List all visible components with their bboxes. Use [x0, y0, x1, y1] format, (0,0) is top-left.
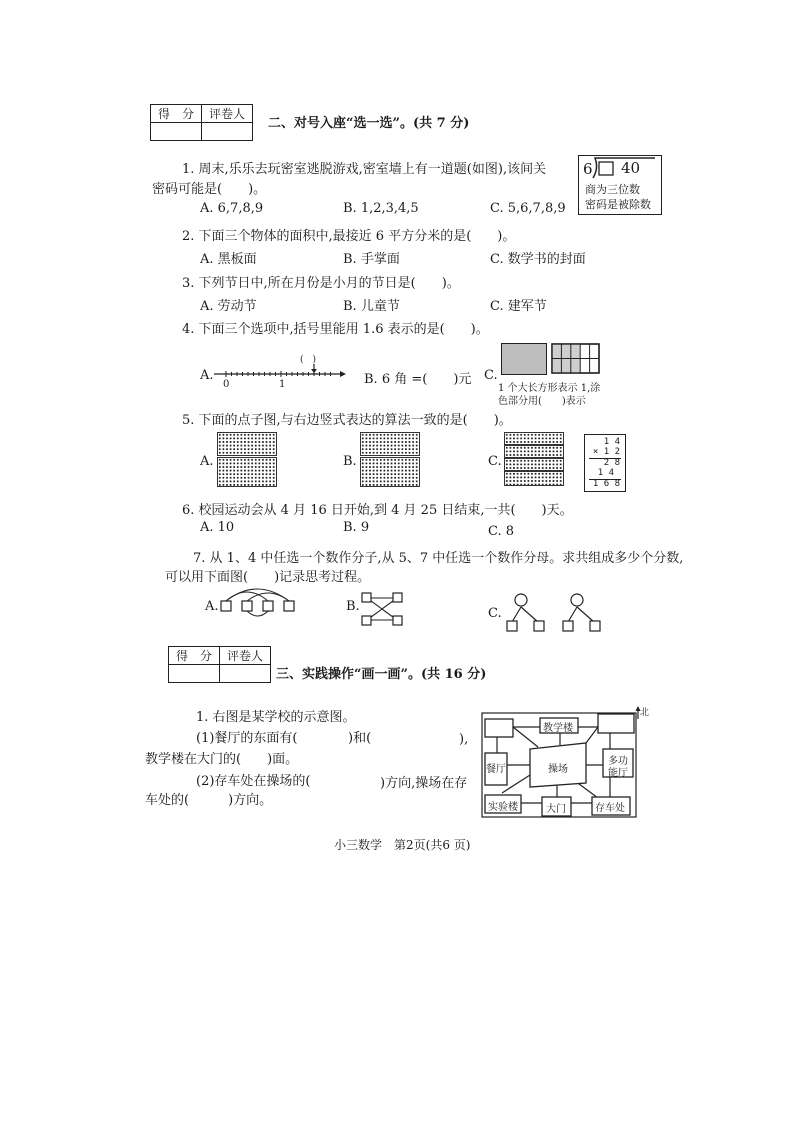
cross-diagram-figure: [360, 592, 404, 626]
vm-top: 1 4: [603, 437, 620, 447]
numline-bracket: ( ): [300, 355, 317, 365]
tree-diagram-figure: [504, 592, 604, 632]
shaded-rectangle-figure: [501, 343, 547, 375]
q6-option-c[interactable]: C. 8: [488, 524, 515, 539]
section3-title: 三、实践操作“画一画”。(共 16 分): [276, 667, 487, 682]
q1-option-a[interactable]: A. 6,7,8,9: [200, 201, 264, 216]
q1-line2: 密码可能是( )。: [152, 182, 267, 197]
q6-option-a[interactable]: A. 10: [200, 520, 235, 535]
q1-option-c[interactable]: C. 5,6,7,8,9: [490, 201, 566, 216]
school-map: [480, 705, 650, 820]
map-lab-building: 实验楼: [488, 802, 518, 813]
vm-partial2: 1 4: [597, 468, 614, 478]
q1-line1: 1. 周末,乐乐去玩密室逃脱游戏,密室墙上有一道题(如图),该间关: [182, 162, 547, 177]
q2-option-c[interactable]: C. 数学书的封面: [490, 252, 586, 267]
dot-grid-a-top: [217, 432, 277, 456]
q7-line1: 7. 从 1、4 中任选一个数作分子,从 5、7 中任选一个数作分母。求共组成多少个分数,: [193, 551, 684, 566]
puzzle-dividend: 40: [621, 159, 641, 177]
vertical-multiplication-box: [584, 434, 626, 492]
q3-text: 3. 下列节日中,所在月份是小月的节日是( )。: [182, 276, 460, 291]
q4c-note1: 1 个大长方形表示 1,涂: [498, 383, 601, 394]
map-playground: 操场: [548, 764, 568, 775]
q2-option-b[interactable]: B. 手掌面: [343, 252, 400, 267]
puzzle-note2: 密码是被除数: [585, 198, 651, 211]
s3q1-line2: 教学楼在大门的( )面。: [145, 752, 299, 767]
q6-option-b[interactable]: B. 9: [343, 520, 370, 535]
map-bike-parking: 存车处: [595, 803, 625, 814]
vm-partial1: 2 8: [603, 458, 620, 468]
q3-option-c[interactable]: C. 建军节: [490, 299, 547, 314]
s3q1-line3a: (2)存车处在操场的(: [196, 774, 311, 789]
vm-result: 1 6 8: [592, 479, 620, 489]
s3q1-line1c: ),: [459, 732, 469, 747]
q6-text: 6. 校园运动会从 4 月 16 日开始,到 4 月 25 日结束,一共( )天。: [182, 503, 573, 518]
puzzle-note1: 商为三位数: [585, 183, 640, 196]
q7-option-c[interactable]: C.: [488, 606, 502, 621]
map-teaching-building: 教学楼: [543, 723, 573, 734]
s3q1-line3b: )方向,操场在存: [380, 776, 468, 791]
q4-text: 4. 下面三个选项中,括号里能用 1.6 表示的是( )。: [182, 322, 489, 337]
q7-option-a[interactable]: A.: [205, 599, 219, 614]
numline-tick-1: 1: [279, 379, 286, 390]
q2-option-a[interactable]: A. 黑板面: [200, 252, 257, 267]
page-footer: 小三数学 第2页(共6 页): [334, 838, 471, 852]
q1-puzzle-box: [578, 155, 662, 215]
q7-option-b[interactable]: B.: [346, 599, 360, 614]
map-multi-hall-2: 能厅: [608, 768, 628, 779]
q5-text: 5. 下面的点子图,与右边竖式表达的算法一致的是( )。: [182, 413, 512, 428]
score-label: 得 分: [151, 105, 202, 123]
dot-grid-b-bottom: [360, 457, 420, 487]
q4c-note2: 色部分用( )表示: [498, 396, 586, 407]
q4-option-a[interactable]: A.: [200, 368, 214, 383]
score-table-section2: [150, 104, 253, 141]
q7-line2: 可以用下面图( )记录思考过程。: [165, 570, 371, 585]
north-label: 北: [640, 708, 650, 718]
q5-option-a[interactable]: A.: [200, 454, 214, 469]
s3q1-line4: 车处的( )方向。: [145, 793, 273, 808]
q5-option-b[interactable]: B.: [343, 454, 357, 469]
grader-label: 评卷人: [220, 647, 271, 665]
grader-cell[interactable]: [202, 123, 253, 141]
dot-grid-c-2: [504, 445, 564, 458]
dot-grid-b-top: [360, 432, 420, 456]
q2-text: 2. 下面三个物体的面积中,最接近 6 平方分米的是( )。: [182, 229, 516, 244]
numline-tick-0: 0: [223, 379, 230, 390]
dot-grid-a-bottom: [217, 457, 277, 487]
score-cell[interactable]: [151, 123, 202, 141]
s3q1-line1b: )和(: [348, 731, 372, 746]
q3-option-a[interactable]: A. 劳动节: [200, 299, 257, 314]
vm-mul: × 1 2: [592, 447, 620, 457]
s3q1-line1a: (1)餐厅的东面有(: [196, 731, 298, 746]
s3q1-intro: 1. 右图是某学校的示意图。: [196, 710, 356, 725]
grader-label: 评卷人: [202, 105, 253, 123]
section2-title: 二、对号入座“选一选”。(共 7 分): [268, 116, 470, 131]
q5-option-c[interactable]: C.: [488, 454, 502, 469]
q4-option-c[interactable]: C.: [484, 368, 498, 383]
q1-option-b[interactable]: B. 1,2,3,4,5: [343, 201, 419, 216]
q3-option-b[interactable]: B. 儿童节: [343, 299, 400, 314]
map-canteen: 餐厅: [486, 764, 506, 775]
q4-option-b[interactable]: B. 6 角 =( )元: [364, 372, 472, 387]
dot-grid-c-1: [504, 432, 564, 445]
puzzle-divisor: 6: [583, 160, 593, 178]
arc-diagram-figure: [218, 585, 296, 621]
dot-grid-c-3: [504, 458, 564, 471]
grader-cell[interactable]: [220, 665, 271, 683]
score-cell[interactable]: [169, 665, 220, 683]
dot-grid-c-4: [504, 471, 564, 486]
map-gate: 大门: [546, 804, 566, 815]
score-table-section3: [168, 646, 271, 683]
map-multi-hall-1: 多功: [608, 756, 628, 767]
score-label: 得 分: [169, 647, 220, 665]
grid-rectangle-figure: [551, 343, 601, 375]
